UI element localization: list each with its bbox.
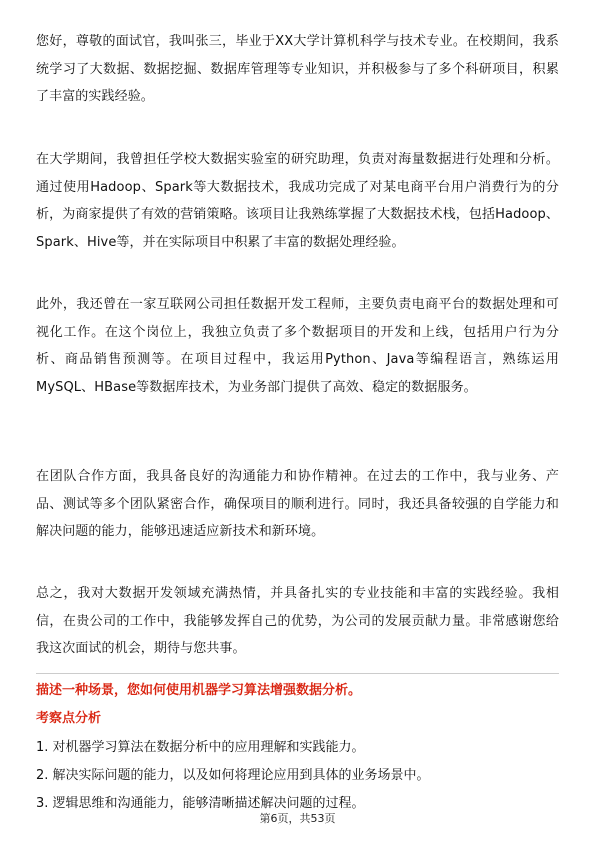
- work-experience-paragraph: 此外，我还曾在一家互联网公司担任数据开发工程师，主要负责电商平台的数据处理和可视化工作。在这个岗位上，我独立负责了多个数据项目的开发和上线，包括用户行为分析、商品销售预测等。在项目过程中，我运用Python、Java等编程语言，熟练运用MySQL、HBase等数据库技术，为业务部门提供了高效、稳定的数据服务。: [36, 297, 559, 395]
- page-footer: 第6页，共53页: [259, 812, 336, 825]
- analysis-point: 2. 解决实际问题的能力，以及如何将理论应用到具体的业务场景中。: [36, 768, 430, 783]
- analysis-point: 1. 对机器学习算法在数据分析中的应用理解和实践能力。: [36, 740, 365, 755]
- conclusion-paragraph: 总之，我对大数据开发领域充满热情，并具备扎实的专业技能和丰富的实践经验。我相信，在贵公司的工作中，我能够发挥自己的优势，为公司的发展贡献力量。非常感谢您给我这次面试的机会，期待与您共事。: [36, 586, 559, 656]
- self-intro-paragraph: 您好，尊敬的面试官，我叫张三，毕业于XX大学计算机科学与技术专业。在校期间，我系统学习了大数据、数据挖掘、数据库管理等专业知识，并积极参与了多个科研项目，积累了丰富的实践经验。: [36, 34, 559, 104]
- analysis-point: 3. 逻辑思维和沟通能力，能够清晰描述解决问题的过程。: [36, 796, 365, 811]
- analysis-points-list: [36, 734, 559, 818]
- analysis-heading: 考察点分析: [36, 711, 102, 726]
- interview-question: 描述一种场景，您如何使用机器学习算法增强数据分析。: [36, 683, 362, 698]
- university-experience-paragraph: 在大学期间，我曾担任学校大数据实验室的研究助理，负责对海量数据进行处理和分析。通过使用Hadoop、Spark等大数据技术，我成功完成了对某电商平台用户消费行为的分析，为商家提供了有效的营销策略。该项目让我熟练掌握了大数据技术栈，包括Hadoop、Spark、Hive等，并在实际项目中积累了丰富的数据处理经验。: [36, 152, 559, 250]
- teamwork-paragraph: 在团队合作方面，我具备良好的沟通能力和协作精神。在过去的工作中，我与业务、产品、测试等多个团队紧密合作，确保项目的顺利进行。同时，我还具备较强的自学能力和解决问题的能力，能够迅速适应新技术和新环境。: [36, 469, 559, 539]
- section-divider: [36, 673, 559, 674]
